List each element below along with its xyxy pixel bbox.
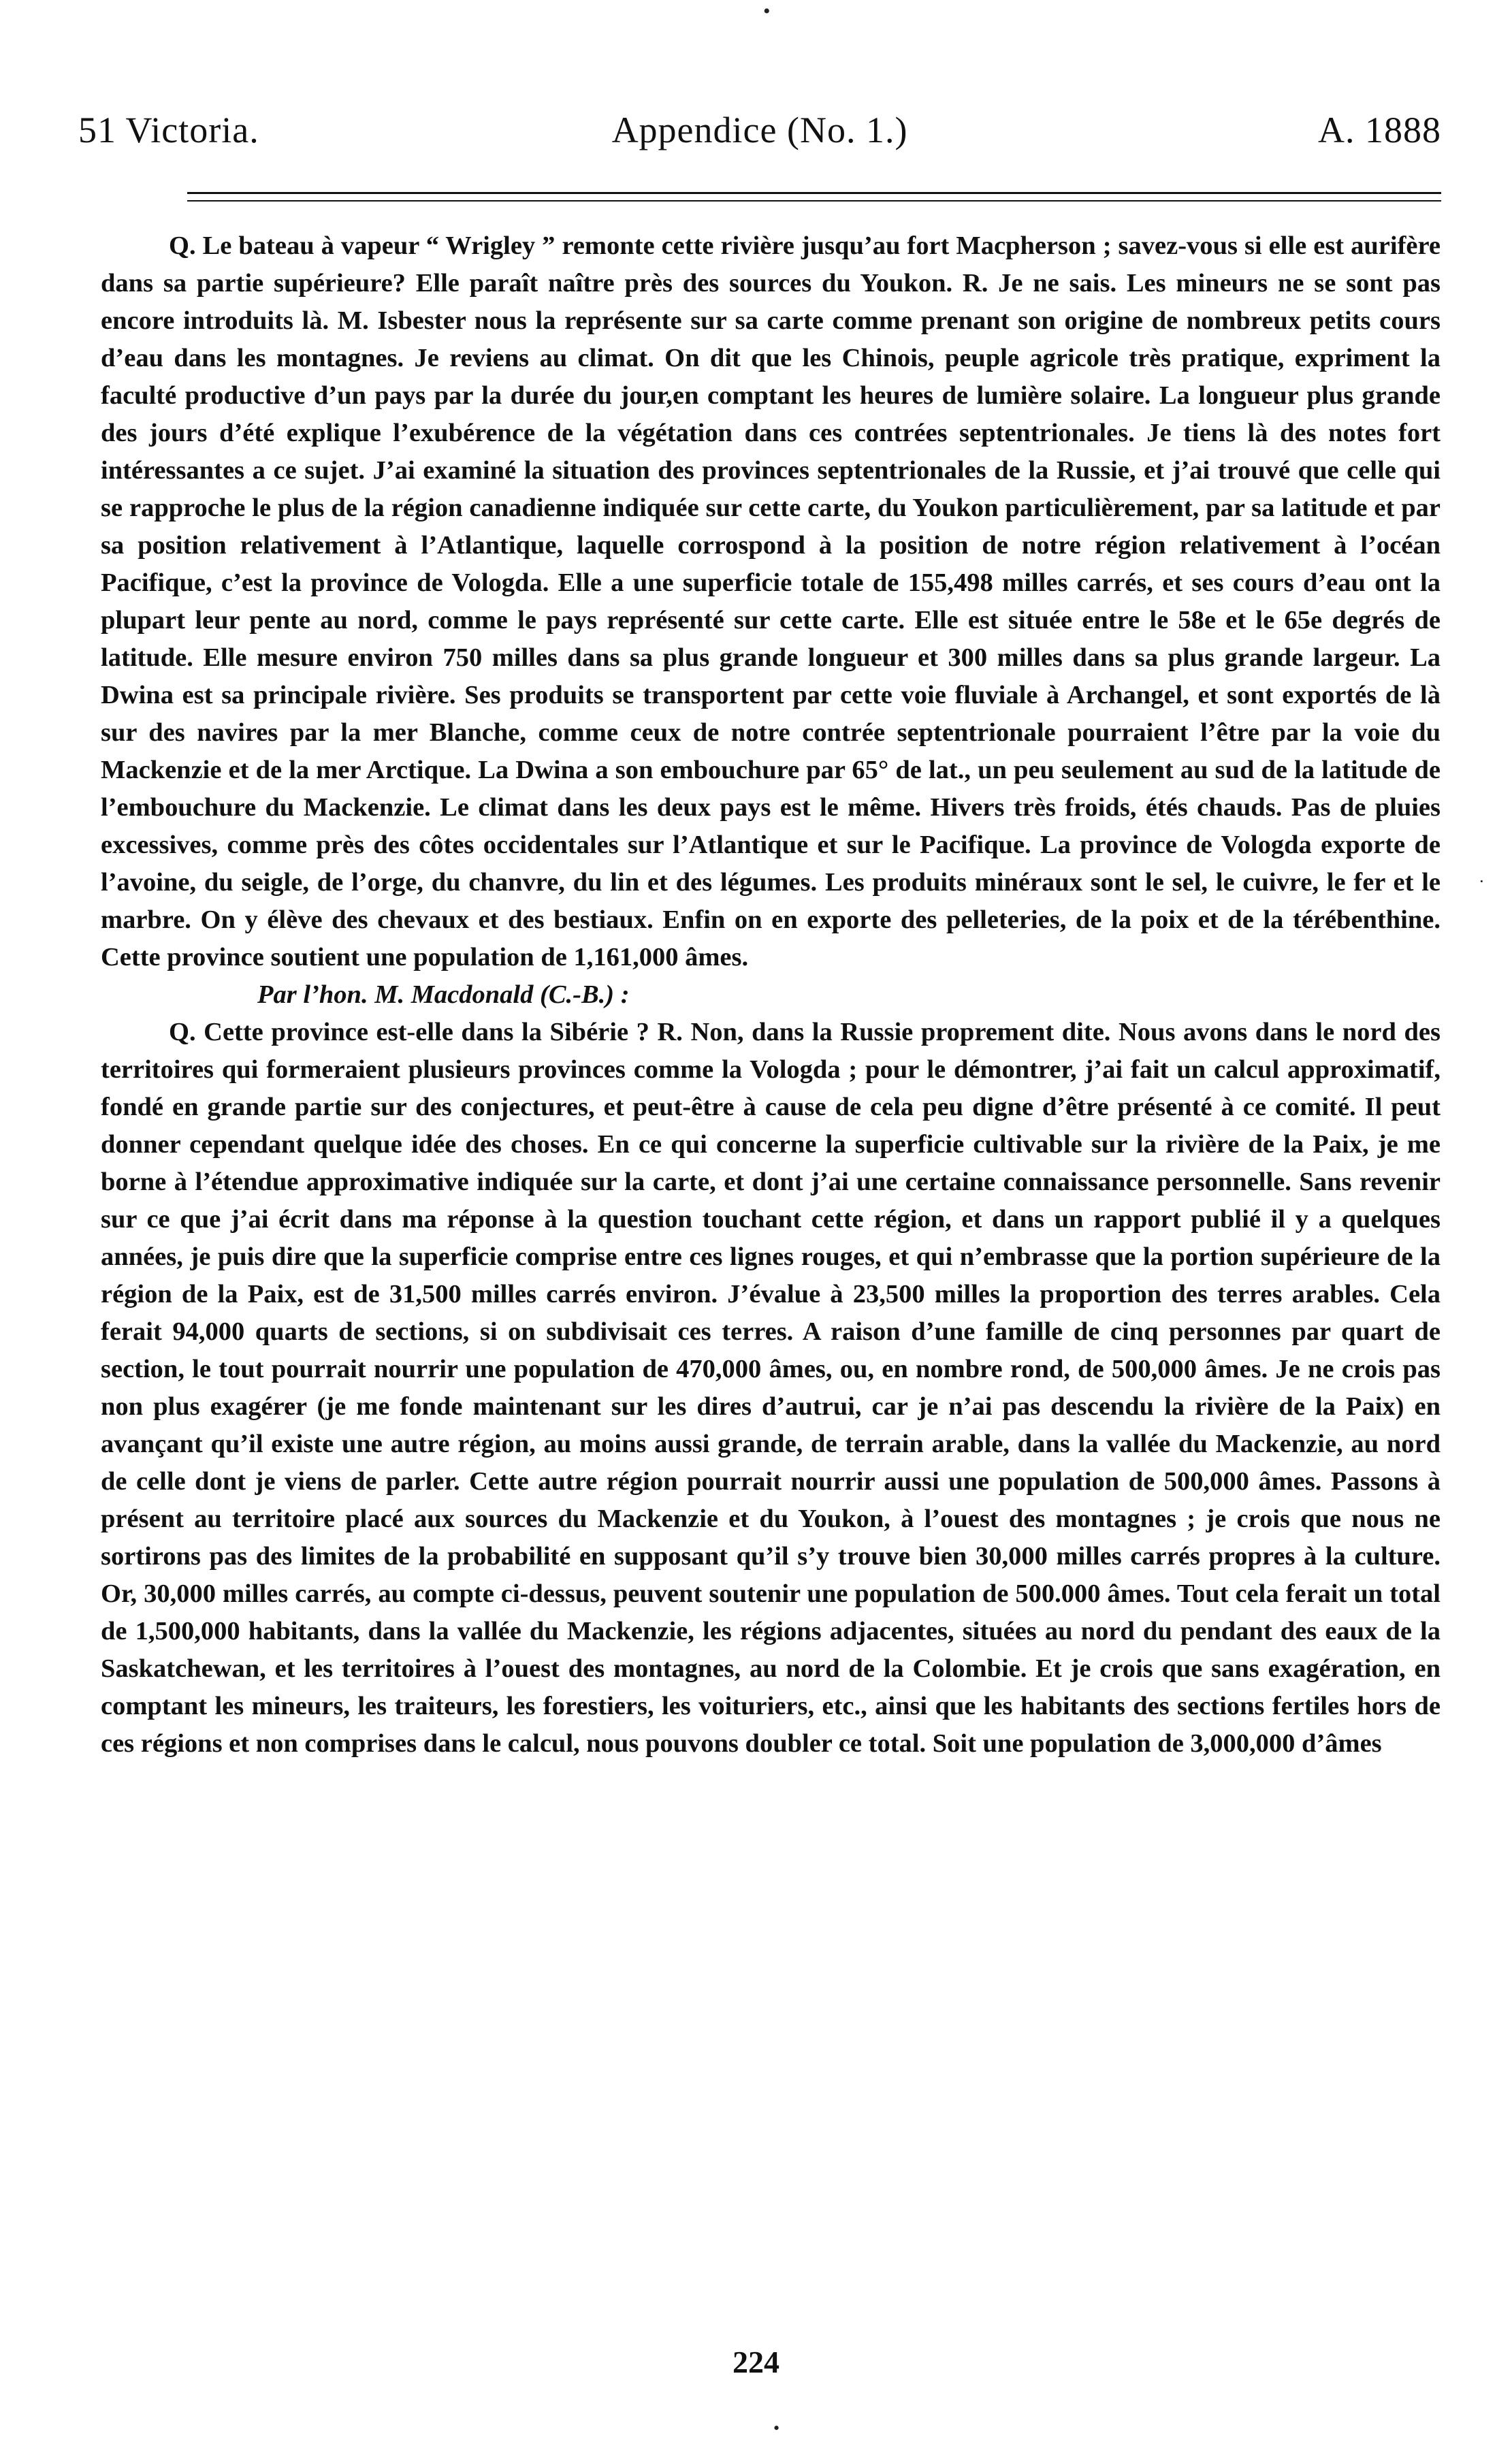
page-body (101, 227, 1441, 1763)
header-year: A. 1888 (1318, 110, 1441, 150)
header-section: Appendice (No. 1.) (611, 110, 908, 150)
speaker-attribution: Par l’hon. M. Macdonald (C.-B.) : (257, 980, 630, 1009)
print-speck-top: • (763, 0, 771, 22)
page-number: 224 (733, 2345, 779, 2379)
paragraph-climate-vologda: Q. Le bateau à vapeur “ Wrigley ” remonte cette rivière jusqu’au fort Macpherson ; savez-vous si elle est aurifère dans sa partie supérieure? Elle paraît naître près des sources du Youkon. R. Je ne sais. Les mineurs ne se sont pas encore introduits là. M. Isbester nous la représente sur sa carte comme prenant son origine de nombreux petits cours d’eau dans les montagnes. Je reviens au climat. On dit que les Chinois, peuple agricole très pratique, expriment la faculté productive d’un pays par la durée du jour,en comptant les heures de lumière solaire. La longueur plus grande des jours d’été explique l’exubérence de la végétation dans ces contrées septentrionales. Je tiens là des notes fort intéressantes a ce sujet. J’ai examiné la situation des provinces septentrionales de la Russie, et j’ai trouvé que celle qui se rapproche le plus de la région canadienne indiquée sur cette carte, du Youkon particulièrement, par sa latitude et par sa position relativement à l’Atlantique, laquelle corrospond à la position de notre région relativement à l’océan Pacifique, c’est la province de Vologda. Elle a une superficie totale de 155,498 milles carrés, et ses cours d’eau ont la plupart leur pente au nord, comme le pays représenté sur cette carte. Elle est située entre le 58e et le 65e degrés de latitude. Elle mesure environ 750 milles dans sa plus grande longueur et 300 milles dans sa plus grande largeur. La Dwina est sa principale rivière. Ses produits se transportent par cette voie fluviale à Archangel, et sont exportés de là sur des navires par la mer Blanche, comme ceux de notre contrée septentrionale pourraient l’être par la voie du Mackenzie et de la mer Arctique. La Dwina a son embouchure par 65° de lat., un peu seulement au sud de la latitude de l’embouchure du Mackenzie. Le climat dans les deux pays est le même. Hivers très froids, étés chauds. Pas de pluies excessives, comme près des côtes occidentales sur l’Atlantique et sur le Pacifique. La province de Vologda exporte de l’avoine, du seigle, de l’orge, du chanvre, du lin et des légumes. Les produits minéraux sont le sel, le cuivre, le fer et le marbre. On y élève des chevaux et des bestiaux. Enfin on en exporte des pelleteries, de la poix et de la térébenthine. Cette province soutient une population de 1,161,000 âmes. (101, 231, 1441, 971)
header-rule-thin (187, 200, 1441, 202)
header-rule-thick (187, 192, 1441, 194)
running-header (78, 109, 1441, 157)
paragraph-population-estimate: Q. Cette province est-elle dans la Sibérie ? R. Non, dans la Russie proprement dite. Nous avons dans le nord des territoires qui formeraient plusieurs provinces comme la Vologda ; pour le démontrer, j’ai fait un calcul approximatif, fondé en grande partie sur des conjectures, et peut-être à cause de cela peu digne d’être présenté à ce comité. Il peut donner cependant quelque idée des choses. En ce qui concerne la superficie cultivable sur la rivière de la Paix, je me borne à l’étendue approximative indiquée sur la carte, et dont j’ai une certaine connaissance personnelle. Sans revenir sur ce que j’ai écrit dans ma réponse à la question touchant cette région, et dans un rapport publié il y a quelques années, je puis dire que la superficie comprise entre ces lignes rouges, et qui n’embrasse que la portion supérieure de la région de la Paix, est de 31,500 milles carrés environ. J’évalue à 23,500 milles la proportion des terres arables. Cela ferait 94,000 quarts de sections, si on subdivisait ces terres. A raison d’une famille de cinq personnes par quart de section, le tout pourrait nourrir une population de 470,000 âmes, ou, en nombre rond, de 500,000 âmes. Je ne crois pas non plus exagérer (je me fonde maintenant sur les dires d’autrui, car je n’ai pas descendu la rivière de la Paix) en avançant qu’il existe une autre région, au moins aussi grande, de terrain arable, dans la vallée du Mackenzie, au nord de celle dont je viens de parler. Cette autre région pourrait nourrir aussi une population de 500,000 âmes. Passons à présent au territoire placé aux sources du Mackenzie et du Youkon, à l’ouest des montagnes ; je crois que nous ne sortirons pas des limites de la probabilité en supposant qu’il s’y trouve bien 30,000 milles carrés propres à la culture. Or, 30,000 milles carrés, au compte ci-dessus, peuvent soutenir une population de 500.000 âmes. Tout cela ferait un total de 1,500,000 habitants, dans la vallée du Mackenzie, les régions adjacentes, situées au nord du pendant des eaux de la Saskatchewan, et les territoires à l’ouest des montagnes, au nord de la Colombie. Et je crois que sans exagération, en comptant les mineurs, les traiteurs, les forestiers, les voituriers, etc., ainsi que les habitants des sections fertiles hors de ces régions et non comprises dans le calcul, nous pouvons doubler ce total. Soit une population de 3,000,000 d’âmes (101, 1018, 1441, 1758)
header-volume: 51 Victoria. (78, 110, 259, 150)
print-speck-margin: · (1479, 871, 1485, 891)
print-speck-bottom: • (773, 2418, 780, 2438)
